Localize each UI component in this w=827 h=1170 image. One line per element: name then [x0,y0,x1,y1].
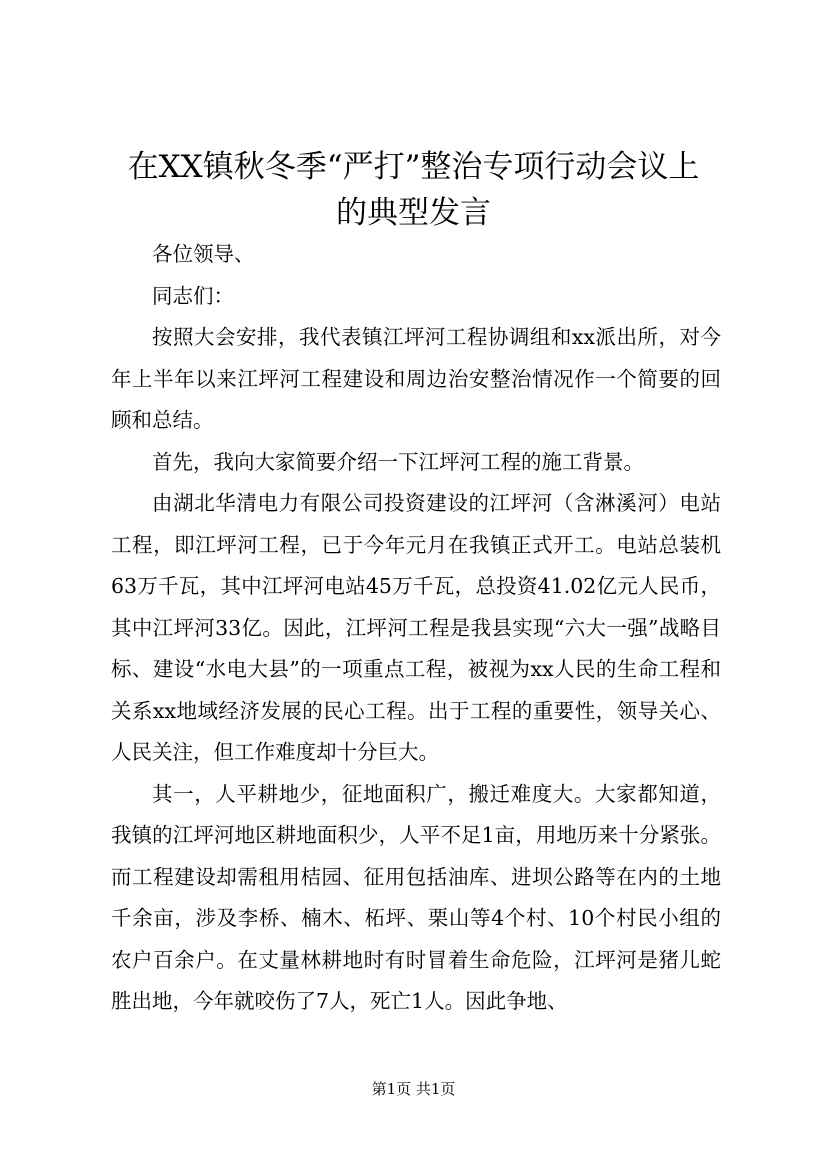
paragraph-project-overview: 由湖北华清电力有限公司投资建设的江坪河（含淋溪河）电站工程，即江坪河工程，已于今年元月在我镇正式开工。电站总装机63万千瓦，其中江坪河电站45万千瓦，总投资41.02亿元人民币，其中江坪河33亿。因此，江坪河工程是我县实现“六大一强”战略目标、建设“水电大县”的一项重点工程，被视为xx人民的生命工程和关系xx地域经济发展的民心工程。出于工程的重要性，领导关心、人民关注，但工作难度却十分巨大。 [111,491,721,764]
title-line-1: 在XX镇秋冬季“严打”整治专项行动会议上 [127,149,700,185]
document-title [100,144,727,236]
paragraph-background-lead: 首先，我向大家简要介绍一下江坪河工程的施工背景。 [152,449,644,474]
salutation-comrades: 同志们： [152,283,234,308]
paragraph-intro: 按照大会安排，我代表镇江坪河工程协调组和xx派出所，对今年上半年以来江坪河工程建设和周边治安整治情况作一个简要的回顾和总结。 [111,325,721,432]
paragraph-first-difficulty: 其一，人平耕地少，征地面积广，搬迁难度大。大家都知道，我镇的江坪河地区耕地面积少，人平不足1亩，用地历来十分紧张。而工程建设却需租用桔园、征用包括油库、进坝公路等在内的土地千余亩，涉及李桥、楠木、柘坪、栗山等4个村、10个村民小组的农户百余户。在丈量林耕地时有时冒着生命危险，江坪河是猪儿蛇胜出地，今年就咬伤了7人，死亡1人。因此争地、 [111,781,721,1013]
title-line-2: 的典型发言 [336,195,491,231]
document-body [111,234,721,1023]
salutation-leaders: 各位领导、 [152,242,255,266]
page-footer: 第1页 共1页 [371,1080,456,1098]
